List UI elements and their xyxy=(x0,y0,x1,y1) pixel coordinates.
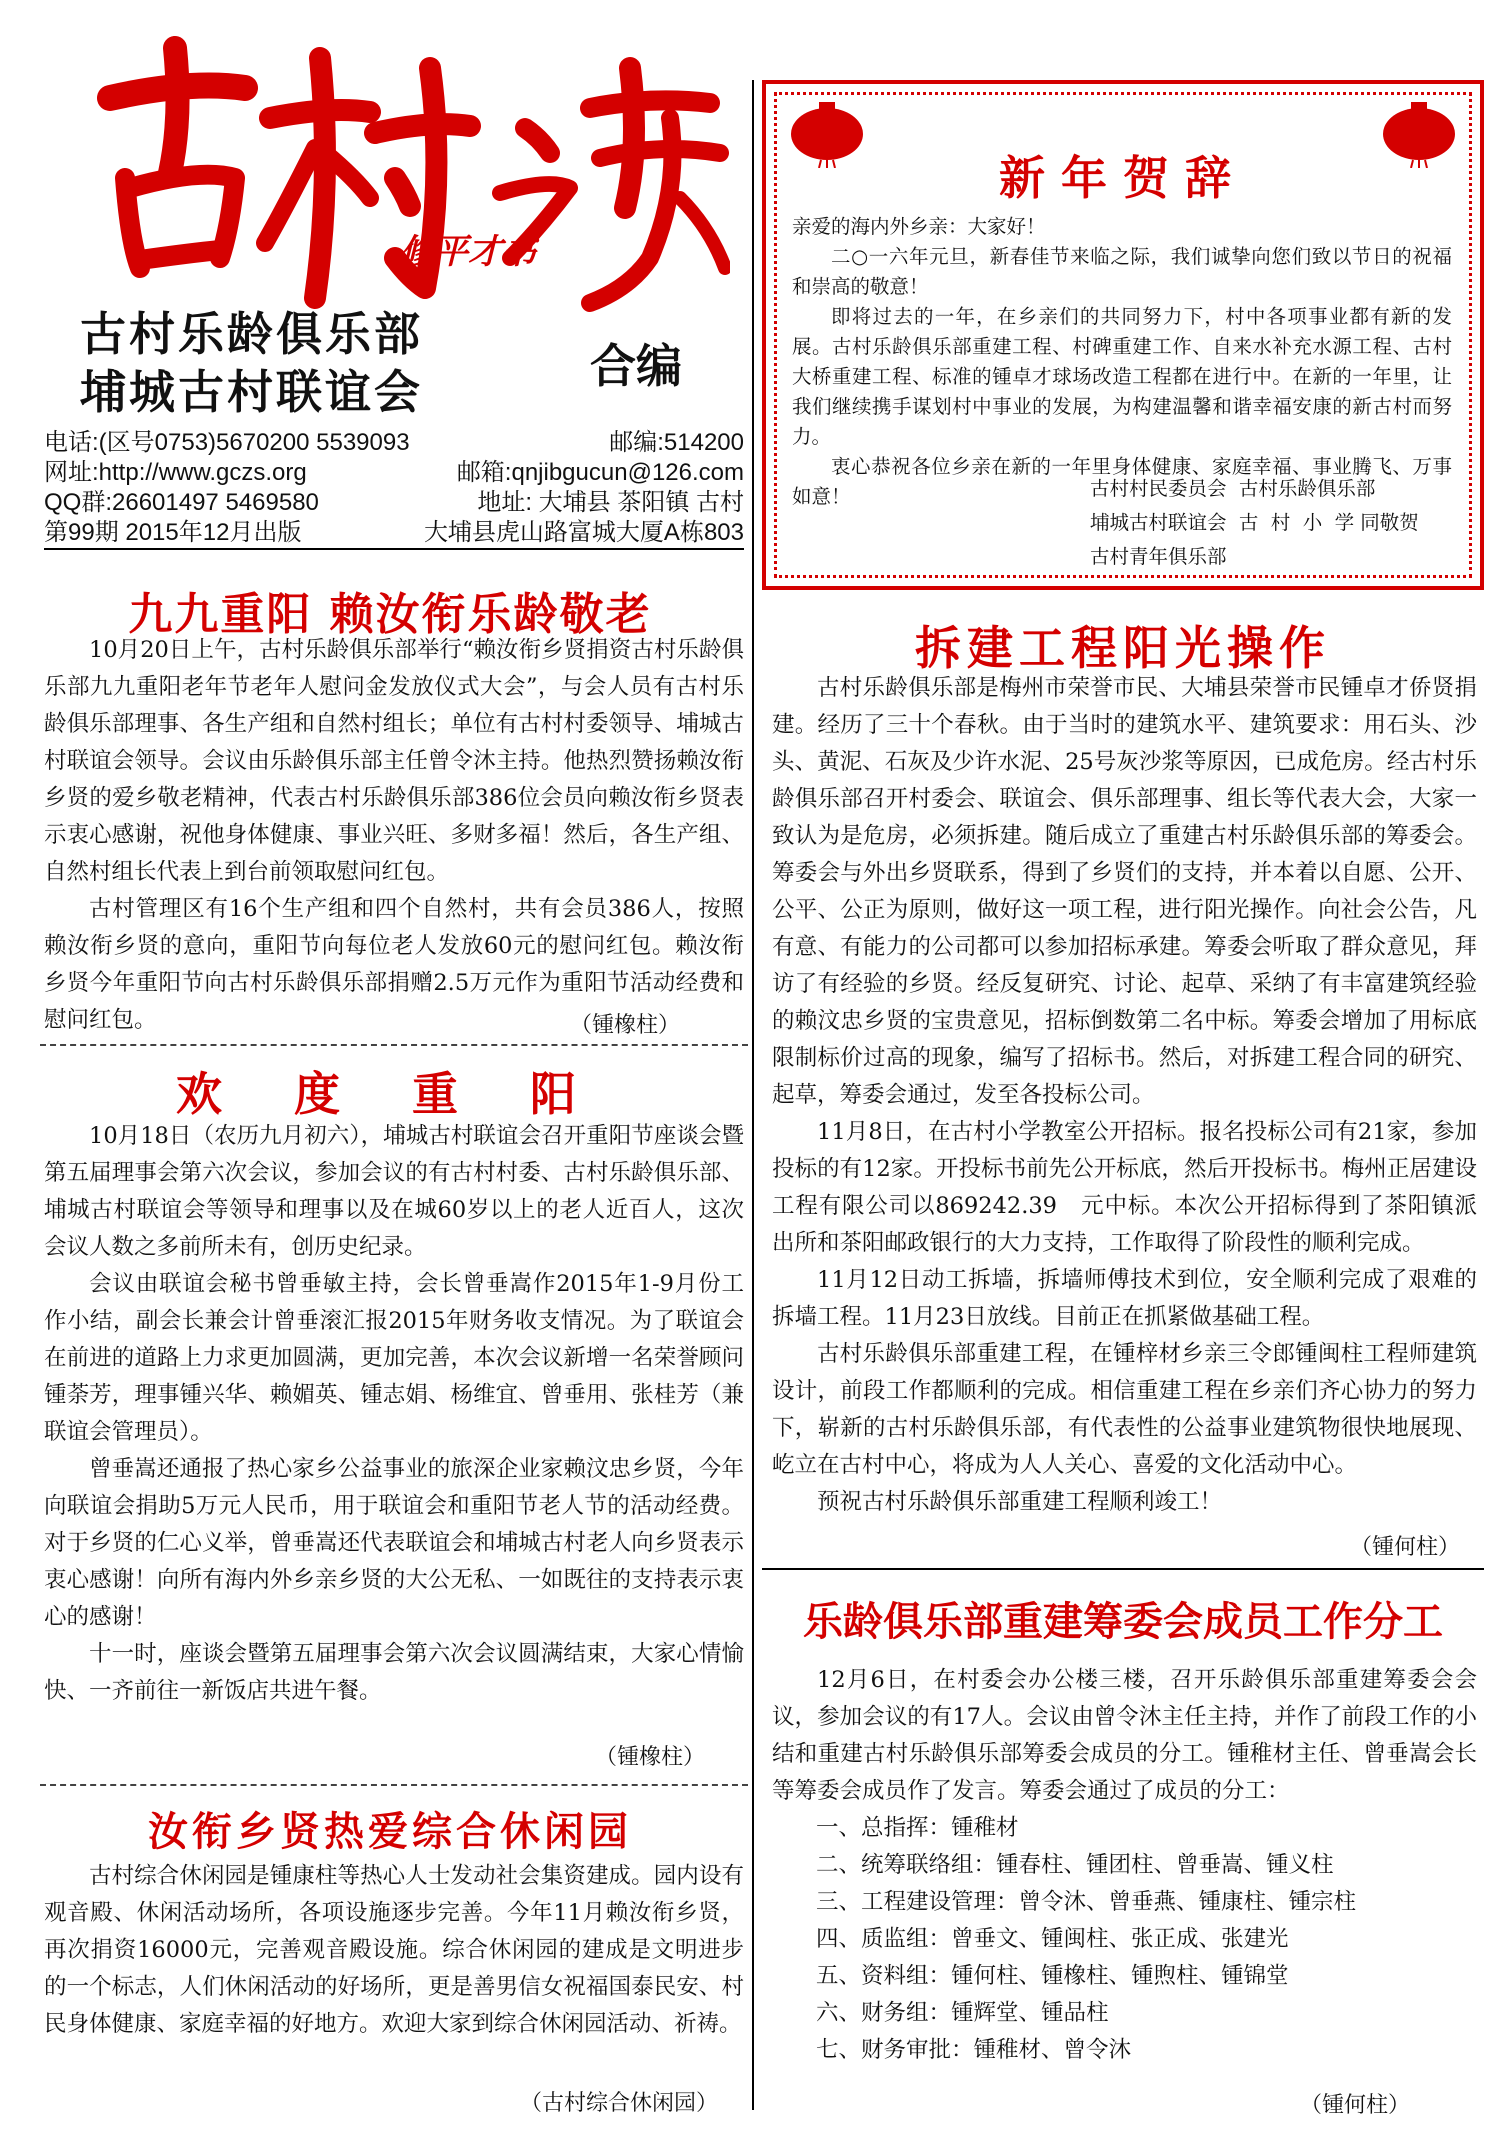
article-title-demolition: 拆建工程阳光操作 xyxy=(915,621,1331,675)
article-paragraph: 12月6日，在村委会办公楼三楼，召开乐龄俱乐部重建筹委会会议，参加会议的有17人。会议由曾令沐主任主持，并作了前段工作的小结和重建古村乐龄俱乐部筹委会成员的分工。锺稚材主任、曾垂嵩会长等筹委会成员作了发言。筹委会通过了成员的分工： xyxy=(772,1667,1477,1804)
website: 网址:http://www.gczs.org xyxy=(44,459,307,486)
article-body-committee xyxy=(772,1662,1477,2069)
new-year-greeting-box xyxy=(762,80,1484,590)
article-body-leisure-park xyxy=(44,1858,744,2043)
masthead-calligraphy xyxy=(70,28,730,318)
article-paragraph: 十一时，座谈会暨第五届理事会第六次会议圆满结束，大家心情愉快、一齐前往一新饭店共进午餐。 xyxy=(44,1641,744,1704)
article-author: （锺橡柱） xyxy=(595,1745,706,1770)
section-divider xyxy=(40,1044,748,1046)
address-line1: 地址: 大埔县 茶阳镇 古村 xyxy=(477,489,744,516)
article-title-committee: 乐龄俱乐部重建筹委会成员工作分工 xyxy=(803,1599,1443,1645)
email: 邮箱:qnjibgucun@126.com xyxy=(456,459,744,486)
calligrapher-signature: 修平才书 xyxy=(400,232,536,272)
article-paragraph: 预祝古村乐龄俱乐部重建工程顺利竣工！ xyxy=(817,1489,1223,1515)
publisher-line2: 埔城古村联谊会 xyxy=(80,365,423,419)
masthead-title-art xyxy=(70,28,730,318)
role-list-item: 六、财务组：锺辉堂、锺品柱 xyxy=(816,2000,1109,2026)
article-author: （古村综合休闲园） xyxy=(520,2091,719,2116)
role-list-item: 三、工程建设管理：曾令沐、曾垂燕、锺康柱、锺宗柱 xyxy=(816,1889,1357,1915)
greeting-signatories: 古村村民委员会 古村乐龄俱乐部 埔城古村联谊会 古 村 小 学 同敬贺 古村青年俱乐部 xyxy=(1090,477,1419,568)
qq-group: QQ群:26601497 5469580 xyxy=(44,489,319,516)
publisher-line1: 古村乐龄俱乐部 xyxy=(80,307,423,361)
address-line2: 大埔县虎山路富城大厦A栋803 xyxy=(423,519,744,546)
article-paragraph: 10月20日上午，古村乐龄俱乐部举行“赖汝衔乡贤捐资古村乐龄俱乐部九九重阳老年节老年人慰问金发放仪式大会”，与会人员有古村乐龄俱乐部理事、各生产组和自然村组长；单位有古村村委领导、埔城古村联谊会领导。会议由乐龄俱乐部主任曾令沐主持。他热烈赞扬赖汝衔乡贤的爱乡敬老精神，代表古村乐龄俱乐部386位会员向赖汝衔乡贤表示衷心感谢，祝他身体健康、事业兴旺、多财多福！然后，各生产组、自然村组长代表上到台前领取慰问红包。 xyxy=(44,637,744,885)
article-paragraph: 11月12日动工拆墙，拆墙师傅技术到位，安全顺利完成了艰难的拆墙工程。11月23日放线。目前正在抓紧做基础工程。 xyxy=(772,1267,1477,1330)
article-title-celebrate: 欢 度 重 阳 xyxy=(175,1067,605,1121)
article-paragraph: 古村乐龄俱乐部是梅州市荣誉市民、大埔县荣誉市民锺卓才侨贤捐建。经历了三十个春秋。由于当时的建筑水平、建筑要求：用石头、沙头、黄泥、石灰及少许水泥、25号灰沙浆等原因，已成危房。经古村乐龄俱乐部召开村委会、联谊会、俱乐部理事、组长等代表大会，大家一致认为是危房，必须拆建。随后成立了重建古村乐龄俱乐部的筹委会。筹委会与外出乡贤联系，得到了乡贤们的支持，并本着以自愿、公开、公平、公正为原则，做好这一项工程，进行阳光操作。向社会公告，凡有意、有能力的公司都可以参加招标承建。筹委会听取了群众意见，拜访了有经验的乡贤。经反复研究、讨论、起草、采纳了有丰富建筑经验的赖汶忠乡贤的宝贵意见，招标倒数第二名中标。筹委会增加了用标底限制标价过高的现象，编写了招标书。然后，对拆建工程合同的研究、起草，筹委会通过，发至各投标公司。 xyxy=(772,675,1477,1108)
greeting-paragraph: 二○一六年元旦，新春佳节来临之际，我们诚挚向您们致以节日的祝福和崇高的敬意！ xyxy=(792,245,1452,298)
article-body-double-ninth xyxy=(44,632,744,1039)
column-divider xyxy=(752,80,754,2110)
role-list-item: 一、总指挥：锺稚材 xyxy=(816,1815,1019,1841)
greeting-paragraph: 即将过去的一年，在乡亲们的共同努力下，村中各项事业都有新的发展。古村乐龄俱乐部重建工程、村碑重建工作、自来水补充水源工程、古村大桥重建工程、标准的锺卓才球场改造工程都在进行中。在新的一年里，让我们继续携手谋划村中事业的发展，为构建温馨和谐幸福安康的新古村而努力。 xyxy=(792,305,1452,448)
role-list-item: 四、质监组：曾垂文、锺闽柱、张正成、张建光 xyxy=(816,1926,1289,1952)
issue-info: 第99期 2015年12月出版 xyxy=(44,519,302,546)
publisher-names xyxy=(80,305,423,421)
phone: 电话:(区号0753)5670200 5539093 xyxy=(44,429,410,456)
greeting-title: 新年贺辞 xyxy=(999,151,1247,205)
greeting-body xyxy=(792,212,1452,512)
role-list-item: 二、统筹联络组：锺春柱、锺团柱、曾垂嵩、锺义柱 xyxy=(816,1852,1334,1878)
article-author: （锺何柱） xyxy=(1300,2093,1411,2118)
article-paragraph: 会议由联谊会秘书曾垂敏主持，会长曾垂嵩作2015年1-9月份工作小结，副会长兼会计曾垂滚汇报2015年财务收支情况。为了联谊会在前进的道路上力求更加圆满，更加完善，本次会议新增一名荣誉顾问锺荼芳，理事锺兴华、赖媚英、锺志娟、杨维宜、曾垂用、张桂芳（兼联谊会管理员）。 xyxy=(44,1271,744,1445)
section-divider xyxy=(40,1784,748,1786)
article-paragraph: 古村乐龄俱乐部重建工程，在锺梓材乡亲三令郎锺闽柱工程师建筑设计，前段工作都顺利的完成。相信重建工程在乡亲们齐心协力的努力下，崭新的古村乐龄俱乐部，有代表性的公益事业建筑物很快地展现、屹立在古村中心，将成为人人关心、喜爱的文化活动中心。 xyxy=(772,1341,1477,1478)
role-list-item: 五、资料组：锺何柱、锺橡柱、锺煦柱、锺锦堂 xyxy=(816,1963,1289,1989)
article-author: （锺橡柱） xyxy=(570,1013,681,1038)
article-paragraph: 古村管理区有16个生产组和四个自然村，共有会员386人，按照赖汝衔乡贤的意向，重阳节向每位老人发放60元的慰问红包。赖汝衔乡贤今年重阳节向古村乐龄俱乐部捐赠2.5万元作为重阳节活动经费和慰问红包。 xyxy=(44,896,744,1033)
article-paragraph: 11月8日，在古村小学教室公开招标。报名投标公司有21家，参加投标的有12家。开投标书前先公开标底，然后开投标书。梅州正居建设工程有限公司以869242.39 元中标。本次公开招标得到了茶阳镇派出所和茶阳邮政银行的大力支持，工作取得了阶段性的顺利完成。 xyxy=(772,1119,1477,1256)
greeting-salutation: 亲爱的海内外乡亲：大家好！ xyxy=(792,215,1046,238)
article-paragraph: 10月18日（农历九月初六），埔城古村联谊会召开重阳节座谈会暨第五届理事会第六次会议，参加会议的有古村村委、古村乐龄俱乐部、埔城古村联谊会等领导和理事以及在城60岁以上的老人近百人，这次会议人数之多前所未有，创历史纪录。 xyxy=(44,1123,744,1260)
section-divider xyxy=(762,1568,1484,1570)
article-author: （锺何柱） xyxy=(1350,1535,1461,1560)
article-title-leisure-park: 汝衔乡贤热爱综合休闲园 xyxy=(148,1808,632,1855)
article-body-demolition xyxy=(772,670,1477,1521)
postcode: 邮编:514200 xyxy=(609,429,744,456)
combined-label: 合编 xyxy=(590,339,682,393)
article-paragraph: 曾垂嵩还通报了热心家乡公益事业的旅深企业家赖汶忠乡贤，今年向联谊会捐助5万元人民币，用于联谊会和重阳节老人节的活动经费。对于乡贤的仁心义举，曾垂嵩还代表联谊会和埔城古村老人向乡贤表示衷心感谢！向所有海内外乡亲乡贤的大公无私、一如既往的支持表示衷心的感谢！ xyxy=(44,1456,744,1630)
article-paragraph: 古村综合休闲园是锺康柱等热心人士发动社会集资建成。园内设有观音殿、休闲活动场所，各项设施逐步完善。今年11月赖汝衔乡贤，再次捐资16000元，完善观音殿设施。综合休闲园的建成是文明进步的一个标志，人们休闲活动的好场所，更是善男信女祝福国泰民安、村民身体健康、家庭幸福的好地方。欢迎大家到综合休闲园活动、祈祷。 xyxy=(44,1863,744,2037)
role-list-item: 七、财务审批：锺稚材、曾令沐 xyxy=(816,2037,1132,2063)
article-title-double-ninth: 九九重阳 赖汝衔乐龄敬老 xyxy=(128,589,652,640)
contact-block xyxy=(44,428,744,550)
article-body-celebrate xyxy=(44,1118,744,1710)
greeting-paragraph: 衷心恭祝各位乡亲在新的一年里身体健康、家庭幸福、事业腾飞、万事如意！ xyxy=(792,455,1452,508)
